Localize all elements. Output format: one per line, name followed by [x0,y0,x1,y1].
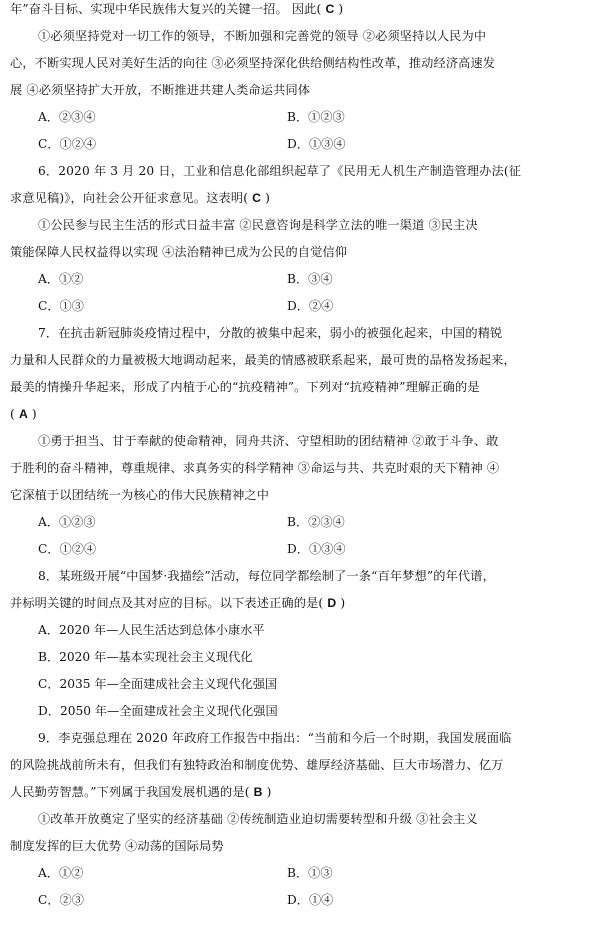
q6-stem-close: ) [261,191,271,205]
q8-answer: D [327,596,337,610]
q7-option-a: A．①②③ [38,515,96,529]
q7-stem-line: 7．在抗击新冠肺炎疫情过程中，分散的被集中起来，弱小的被强化起来，中国的精锐 [38,326,503,340]
q5-stem-close: ) [334,2,344,16]
q7-items-line: 它深植于以团结统一为核心的伟大民族精神之中 [10,488,270,502]
q5-items-line: ①必须坚持党对一切工作的领导，不断加强和完善党的领导 ②必须坚持以人民为中 [38,29,487,43]
q7-option-d: D．①③④ [287,542,346,556]
q5-option-a: A．②③④ [38,110,96,124]
q8-stem-line: 8．某班级开展“中国梦·我描绘”活动，每位同学都绘制了一条“百年梦想”的年代谱， [38,569,495,583]
q7-answer: A [18,407,28,421]
q5-answer: C [325,2,335,16]
q6-option-d: D．②④ [287,299,334,313]
q8-stem-close: ) [336,596,346,610]
q6-stem-line: 6．2020 年 3 月 20 日，工业和信息化部组织起草了《民用无人机生产制造管理办法(征 [38,164,522,178]
q6-items-line: ①公民参与民主生活的形式日益丰富 ②民意咨询是科学立法的唯一渠道 ③民主决 [38,218,478,232]
q9-option-b: B．①③ [287,866,333,880]
q8-option-d: D．2050 年—全面建成社会主义现代化强国 [38,704,278,718]
q9-stem-line: 9．李克强总理在 2020 年政府工作报告中指出：“当前和今后一个时期，我国发展面临 [38,731,512,745]
q7-stem-line: 力量和人民群众的力量被极大地调动起来，最美的情感被联系起来，最可贵的品格发扬起来， [10,353,516,367]
q6-answer: C [252,191,262,205]
q9-option-a: A．①② [38,866,84,880]
q9-answer: B [253,785,263,799]
q9-stem-line: 的风险挑战前所未有，但我们有独特政治和制度优势、雄厚经济基础、巨大市场潜力、亿万 [10,758,504,772]
q9-stem-close: ) [262,785,272,799]
q7-option-c: C．①②④ [38,542,97,556]
q7-items-line: 于胜利的奋斗精神，尊重规律、求真务实的科学精神 ③命运与共、共克时艰的天下精神 ④ [10,461,500,475]
q8-option-b: B．2020 年—基本实现社会主义现代化 [38,650,253,664]
q8-option-a: A．2020 年—人民生活达到总体小康水平 [38,623,265,637]
q7-stem-close: ) [27,407,37,421]
q5-stem-end [10,0,590,18]
q5-items-line: 心，不断实现人民对美好生活的向往 ③必须坚持深化供给侧结构性改革，推动经济高速发 [10,56,496,70]
q9-items-line: 制度发挥的巨大优势 ④动荡的国际局势 [10,839,224,853]
q7-items-line: ①勇于担当、甘于奉献的使命精神，同舟共济、守望相助的团结精神 ②敢于斗争、敢 [38,434,499,448]
q5-option-d: D．①③④ [287,137,346,151]
q5-option-c: C．①②④ [38,137,97,151]
q6-option-a: A．①② [38,272,84,286]
q5-stem-text: 年”奋斗目标、实现中华民族伟大复兴的关键一招。 因此( [10,2,326,16]
q7-stem-line [10,405,590,423]
q6-stem-text: 求意见稿)》，向社会公开征求意见。这表明( [10,191,253,205]
q6-items-line: 策能保障人民权益得以实现 ④法治精神已成为公民的自觉信仰 [10,245,348,259]
q7-option-b: B．②③④ [287,515,345,529]
q9-option-d: D．①④ [287,893,334,907]
q8-stem-line [10,594,590,612]
q8-stem-text: 并标明关键的时间点及其对应的目标。以下表述正确的是( [10,596,328,610]
q6-option-b: B．③④ [287,272,333,286]
q5-option-b: B．①②③ [287,110,345,124]
q6-option-c: C．①③ [38,299,84,313]
q9-items-line: ①改革开放奠定了坚实的经济基础 ②传统制造业迫切需要转型和升级 ③社会主义 [38,812,478,826]
q7-stem-open: ( [10,407,19,421]
q7-stem-line: 最美的情操升华起来，形成了内植于心的“抗疫精神”。下列对“抗疫精神”理解正确的是 [10,380,480,394]
q8-option-c: C．2035 年—全面建成社会主义现代化强国 [38,677,278,691]
q6-stem-line [10,189,590,207]
q5-items-line: 展 ④必须坚持扩大开放，不断推进共建人类命运共同体 [10,83,311,97]
q9-stem-text: 人民勤劳智慧。”下列属于我国发展机遇的是( [10,785,254,799]
q9-stem-line [10,783,590,801]
q9-option-c: C．②③ [38,893,84,907]
